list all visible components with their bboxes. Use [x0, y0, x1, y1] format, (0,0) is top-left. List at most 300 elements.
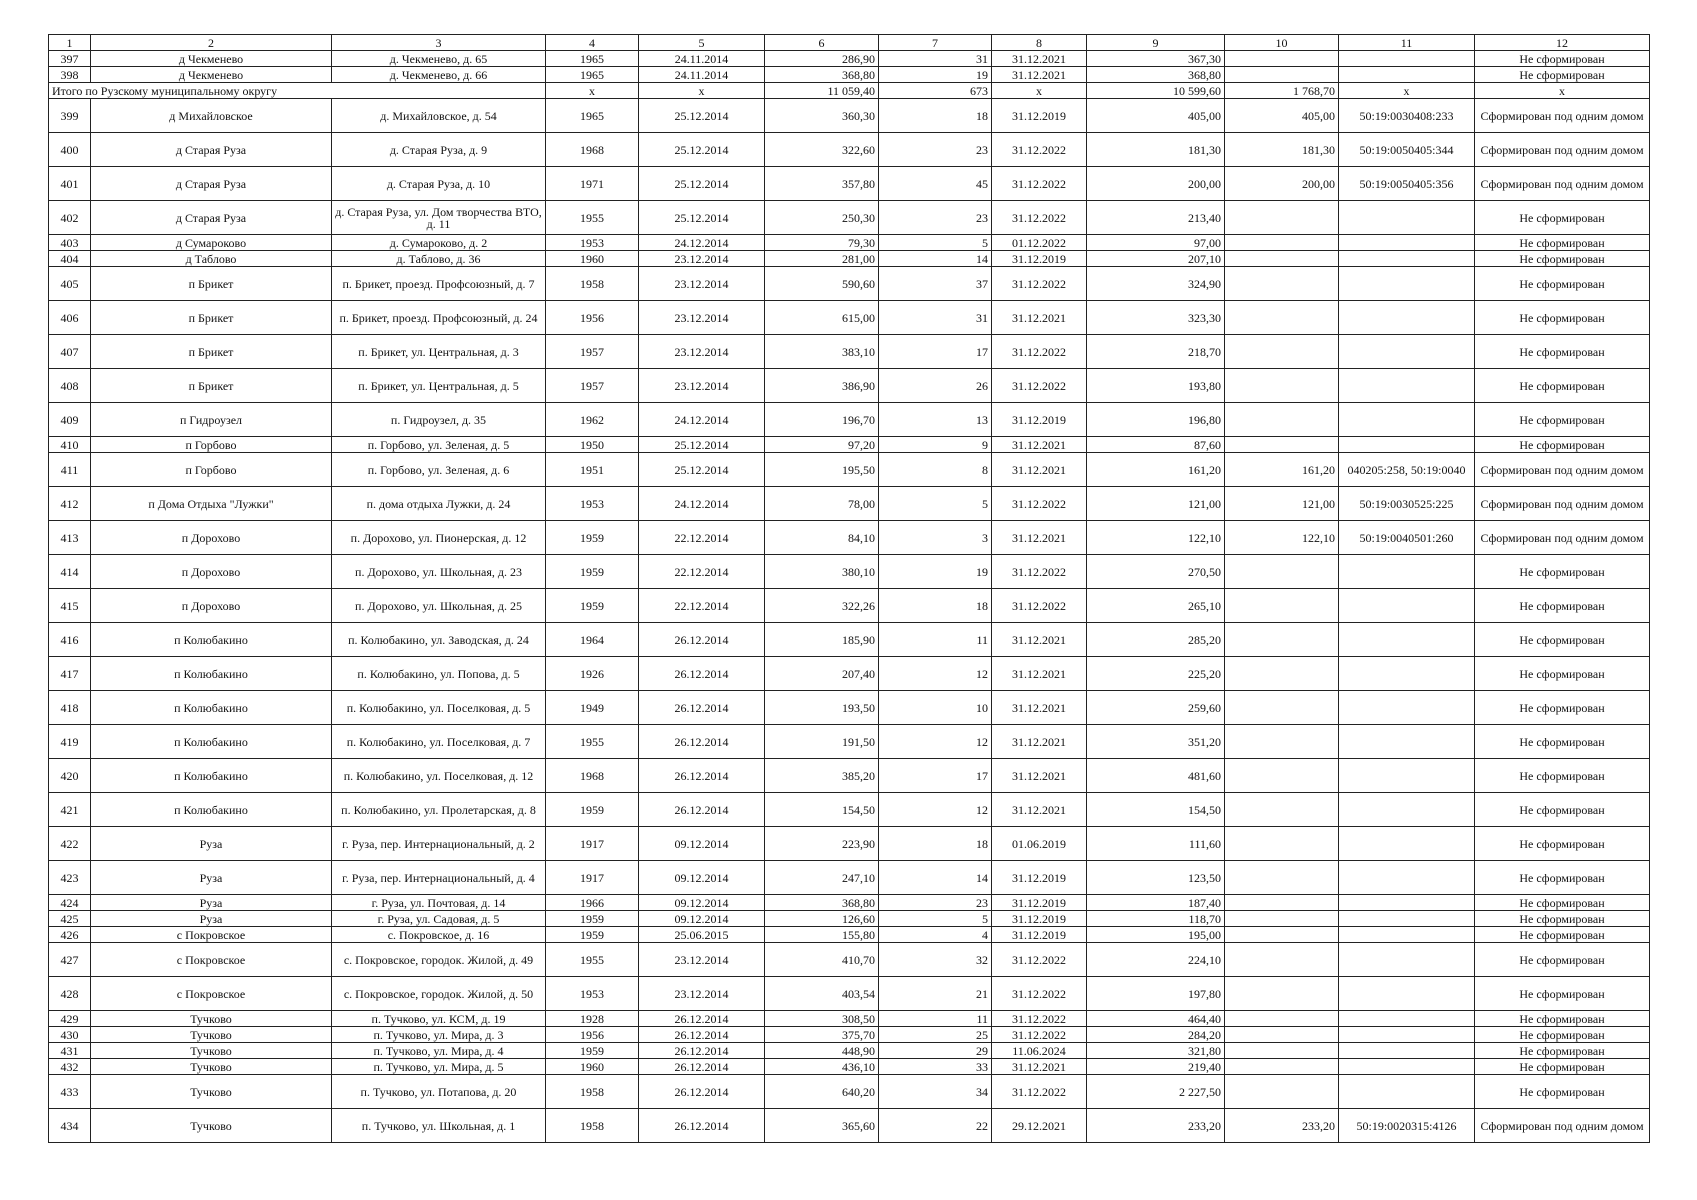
formed-area-cell — [1225, 895, 1339, 911]
status-cell: Сформирован под одним домом — [1475, 453, 1650, 487]
settlement-cell: п Дома Отдыха "Лужки" — [91, 487, 332, 521]
area-cell: 375,70 — [765, 1027, 879, 1043]
date-cell: 26.12.2014 — [639, 691, 765, 725]
residents-cell: 22 — [879, 1109, 992, 1143]
residents-cell: 5 — [879, 235, 992, 251]
status-cell: Не сформирован — [1475, 927, 1650, 943]
table-row — [49, 369, 1650, 403]
year-cell: 1955 — [546, 943, 639, 977]
cadastral-number-cell — [1339, 1011, 1475, 1027]
table-row — [49, 167, 1650, 201]
year-cell: 1949 — [546, 691, 639, 725]
row-number-cell: 416 — [49, 623, 91, 657]
cadastral-number-cell — [1339, 759, 1475, 793]
table-row — [49, 67, 1650, 83]
cadastral-number-cell: 50:19:0030408:233 — [1339, 99, 1475, 133]
settlement-cell: д Таблово — [91, 251, 332, 267]
year-cell: 1957 — [546, 335, 639, 369]
residents-cell: 23 — [879, 895, 992, 911]
address-cell: п. Тучково, ул. Мира, д. 3 — [332, 1027, 546, 1043]
date-cell: 23.12.2014 — [639, 977, 765, 1011]
area-cell: 448,90 — [765, 1043, 879, 1059]
area-cell: 640,20 — [765, 1075, 879, 1109]
row-number-cell: 401 — [49, 167, 91, 201]
formed-area-cell — [1225, 861, 1339, 895]
address-cell: г. Руза, ул. Садовая, д. 5 — [332, 911, 546, 927]
column-header: 3 — [332, 35, 546, 51]
land-area-cell: 97,00 — [1087, 235, 1225, 251]
residents-cell: 18 — [879, 99, 992, 133]
land-area-cell: 225,20 — [1087, 657, 1225, 691]
formed-area-cell — [1225, 1043, 1339, 1059]
deadline-cell: 01.06.2019 — [992, 827, 1087, 861]
settlement-cell: д Старая Руза — [91, 201, 332, 235]
row-number-cell: 409 — [49, 403, 91, 437]
row-number-cell: 422 — [49, 827, 91, 861]
table-row — [49, 861, 1650, 895]
address-cell: д. Старая Руза, ул. Дом творчества ВТО, д. 11 — [332, 201, 546, 235]
table-row — [49, 623, 1650, 657]
land-area-cell: 196,80 — [1087, 403, 1225, 437]
formed-area-cell: 200,00 — [1225, 167, 1339, 201]
settlement-cell: п Дорохово — [91, 555, 332, 589]
land-area-cell: 207,10 — [1087, 251, 1225, 267]
residents-cell: 3 — [879, 521, 992, 555]
cadastral-number-cell — [1339, 1075, 1475, 1109]
residents-cell: 12 — [879, 725, 992, 759]
address-cell: с. Покровское, городок. Жилой, д. 49 — [332, 943, 546, 977]
year-cell: 1956 — [546, 301, 639, 335]
total-c5-cell: х — [639, 83, 765, 99]
date-cell: 26.12.2014 — [639, 623, 765, 657]
formed-area-cell — [1225, 437, 1339, 453]
area-cell: 193,50 — [765, 691, 879, 725]
formed-area-cell — [1225, 403, 1339, 437]
date-cell: 26.12.2014 — [639, 1043, 765, 1059]
settlement-cell: Тучково — [91, 1075, 332, 1109]
date-cell: 26.12.2014 — [639, 1109, 765, 1143]
land-area-cell: 405,00 — [1087, 99, 1225, 133]
settlement-cell: п Колюбакино — [91, 691, 332, 725]
address-cell: д. Чекменево, д. 65 — [332, 51, 546, 67]
address-cell: п. Брикет, ул. Центральная, д. 5 — [332, 369, 546, 403]
total-c8-cell: х — [992, 83, 1087, 99]
table-row — [49, 51, 1650, 67]
table-row — [49, 99, 1650, 133]
row-number-cell: 412 — [49, 487, 91, 521]
date-cell: 25.12.2014 — [639, 201, 765, 235]
row-number-cell: 429 — [49, 1011, 91, 1027]
settlement-cell: п Колюбакино — [91, 759, 332, 793]
cadastral-number-cell — [1339, 927, 1475, 943]
deadline-cell: 31.12.2021 — [992, 1059, 1087, 1075]
status-cell: Сформирован под одним домом — [1475, 487, 1650, 521]
deadline-cell: 31.12.2022 — [992, 943, 1087, 977]
status-cell: Не сформирован — [1475, 1027, 1650, 1043]
formed-area-cell — [1225, 67, 1339, 83]
land-area-cell: 218,70 — [1087, 335, 1225, 369]
deadline-cell: 31.12.2021 — [992, 657, 1087, 691]
area-cell: 385,20 — [765, 759, 879, 793]
year-cell: 1959 — [546, 911, 639, 927]
address-cell: п. Колюбакино, ул. Поселковая, д. 12 — [332, 759, 546, 793]
table-row — [49, 453, 1650, 487]
area-cell: 155,80 — [765, 927, 879, 943]
date-cell: 23.12.2014 — [639, 301, 765, 335]
formed-area-cell: 181,30 — [1225, 133, 1339, 167]
table-row — [49, 827, 1650, 861]
cadastral-number-cell — [1339, 67, 1475, 83]
year-cell: 1965 — [546, 67, 639, 83]
address-cell: п. Тучково, ул. Потапова, д. 20 — [332, 1075, 546, 1109]
settlement-cell: п Колюбакино — [91, 657, 332, 691]
cadastral-number-cell — [1339, 1043, 1475, 1059]
housing-table — [48, 34, 1650, 1143]
cadastral-number-cell — [1339, 335, 1475, 369]
address-cell: п. Колюбакино, ул. Пролетарская, д. 8 — [332, 793, 546, 827]
row-number-cell: 405 — [49, 267, 91, 301]
year-cell: 1966 — [546, 895, 639, 911]
residents-cell: 45 — [879, 167, 992, 201]
date-cell: 26.12.2014 — [639, 793, 765, 827]
status-cell: Не сформирован — [1475, 1011, 1650, 1027]
row-number-cell: 415 — [49, 589, 91, 623]
deadline-cell: 31.12.2022 — [992, 555, 1087, 589]
date-cell: 26.12.2014 — [639, 1011, 765, 1027]
address-cell: п. Дорохово, ул. Школьная, д. 23 — [332, 555, 546, 589]
settlement-cell: Руза — [91, 895, 332, 911]
land-area-cell: 118,70 — [1087, 911, 1225, 927]
area-cell: 207,40 — [765, 657, 879, 691]
column-header: 2 — [91, 35, 332, 51]
table-row — [49, 1011, 1650, 1027]
residents-cell: 12 — [879, 657, 992, 691]
row-number-cell: 423 — [49, 861, 91, 895]
row-number-cell: 424 — [49, 895, 91, 911]
date-cell: 09.12.2014 — [639, 827, 765, 861]
cadastral-number-cell: 50:19:0050405:344 — [1339, 133, 1475, 167]
cadastral-number-cell — [1339, 369, 1475, 403]
column-header: 10 — [1225, 35, 1339, 51]
formed-area-cell — [1225, 201, 1339, 235]
year-cell: 1964 — [546, 623, 639, 657]
settlement-cell: п Брикет — [91, 267, 332, 301]
table-row — [49, 133, 1650, 167]
status-cell: Не сформирован — [1475, 589, 1650, 623]
land-area-cell: 270,50 — [1087, 555, 1225, 589]
address-cell: д. Таблово, д. 36 — [332, 251, 546, 267]
date-cell: 24.11.2014 — [639, 67, 765, 83]
date-cell: 25.12.2014 — [639, 99, 765, 133]
row-number-cell: 403 — [49, 235, 91, 251]
area-cell: 360,30 — [765, 99, 879, 133]
table-row — [49, 725, 1650, 759]
address-cell: г. Руза, ул. Почтовая, д. 14 — [332, 895, 546, 911]
cadastral-number-cell — [1339, 301, 1475, 335]
year-cell: 1960 — [546, 1059, 639, 1075]
formed-area-cell — [1225, 555, 1339, 589]
deadline-cell: 31.12.2022 — [992, 201, 1087, 235]
date-cell: 24.12.2014 — [639, 235, 765, 251]
status-cell: Сформирован под одним домом — [1475, 167, 1650, 201]
address-cell: п. Колюбакино, ул. Попова, д. 5 — [332, 657, 546, 691]
formed-area-cell — [1225, 369, 1339, 403]
land-area-cell: 259,60 — [1087, 691, 1225, 725]
settlement-cell: д Чекменево — [91, 67, 332, 83]
settlement-cell: п Дорохово — [91, 521, 332, 555]
year-cell: 1917 — [546, 861, 639, 895]
address-cell: д. Старая Руза, д. 9 — [332, 133, 546, 167]
settlement-cell: д Чекменево — [91, 51, 332, 67]
formed-area-cell — [1225, 927, 1339, 943]
settlement-cell: п Колюбакино — [91, 623, 332, 657]
residents-cell: 19 — [879, 555, 992, 589]
area-cell: 247,10 — [765, 861, 879, 895]
formed-area-cell — [1225, 589, 1339, 623]
formed-area-cell — [1225, 623, 1339, 657]
row-number-cell: 421 — [49, 793, 91, 827]
deadline-cell: 11.06.2024 — [992, 1043, 1087, 1059]
row-number-cell: 397 — [49, 51, 91, 67]
deadline-cell: 31.12.2019 — [992, 911, 1087, 927]
status-cell: Не сформирован — [1475, 67, 1650, 83]
total-c10-cell: 1 768,70 — [1225, 83, 1339, 99]
date-cell: 23.12.2014 — [639, 251, 765, 267]
land-area-cell: 285,20 — [1087, 623, 1225, 657]
residents-cell: 11 — [879, 623, 992, 657]
area-cell: 223,90 — [765, 827, 879, 861]
address-cell: п. Колюбакино, ул. Поселковая, д. 7 — [332, 725, 546, 759]
status-cell: Не сформирован — [1475, 555, 1650, 589]
table-row — [49, 1109, 1650, 1143]
row-number-cell: 411 — [49, 453, 91, 487]
cadastral-number-cell — [1339, 403, 1475, 437]
year-cell: 1953 — [546, 487, 639, 521]
area-cell: 386,90 — [765, 369, 879, 403]
settlement-cell: п Горбово — [91, 453, 332, 487]
residents-cell: 23 — [879, 133, 992, 167]
residents-cell: 17 — [879, 759, 992, 793]
settlement-cell: Тучково — [91, 1043, 332, 1059]
formed-area-cell — [1225, 267, 1339, 301]
status-cell: Сформирован под одним домом — [1475, 99, 1650, 133]
land-area-cell: 351,20 — [1087, 725, 1225, 759]
area-cell: 195,50 — [765, 453, 879, 487]
total-c7-cell: 673 — [879, 83, 992, 99]
deadline-cell: 31.12.2019 — [992, 927, 1087, 943]
cadastral-number-cell — [1339, 691, 1475, 725]
deadline-cell: 31.12.2022 — [992, 1027, 1087, 1043]
status-cell: Не сформирован — [1475, 977, 1650, 1011]
date-cell: 09.12.2014 — [639, 895, 765, 911]
row-number-cell: 404 — [49, 251, 91, 267]
date-cell: 23.12.2014 — [639, 369, 765, 403]
land-area-cell: 111,60 — [1087, 827, 1225, 861]
table-row — [49, 1075, 1650, 1109]
formed-area-cell — [1225, 943, 1339, 977]
land-area-cell: 367,30 — [1087, 51, 1225, 67]
land-area-cell: 323,30 — [1087, 301, 1225, 335]
settlement-cell: с Покровское — [91, 927, 332, 943]
status-cell: Не сформирован — [1475, 943, 1650, 977]
column-header: 1 — [49, 35, 91, 51]
residents-cell: 34 — [879, 1075, 992, 1109]
formed-area-cell — [1225, 1027, 1339, 1043]
residents-cell: 33 — [879, 1059, 992, 1075]
row-number-cell: 407 — [49, 335, 91, 369]
status-cell: Не сформирован — [1475, 201, 1650, 235]
address-cell: п. Тучково, ул. КСМ, д. 19 — [332, 1011, 546, 1027]
year-cell: 1959 — [546, 555, 639, 589]
cadastral-number-cell — [1339, 1027, 1475, 1043]
area-cell: 615,00 — [765, 301, 879, 335]
table-row — [49, 977, 1650, 1011]
area-cell: 185,90 — [765, 623, 879, 657]
area-cell: 308,50 — [765, 1011, 879, 1027]
row-number-cell: 414 — [49, 555, 91, 589]
deadline-cell: 31.12.2019 — [992, 403, 1087, 437]
table-row — [49, 201, 1650, 235]
row-number-cell: 430 — [49, 1027, 91, 1043]
address-cell: п. Дорохово, ул. Школьная, д. 25 — [332, 589, 546, 623]
deadline-cell: 31.12.2019 — [992, 861, 1087, 895]
residents-cell: 31 — [879, 51, 992, 67]
table-row — [49, 251, 1650, 267]
cadastral-number-cell — [1339, 555, 1475, 589]
land-area-cell: 284,20 — [1087, 1027, 1225, 1043]
formed-area-cell: 405,00 — [1225, 99, 1339, 133]
row-number-cell: 417 — [49, 657, 91, 691]
area-cell: 410,70 — [765, 943, 879, 977]
year-cell: 1953 — [546, 235, 639, 251]
settlement-cell: д Михайловское — [91, 99, 332, 133]
area-cell: 196,70 — [765, 403, 879, 437]
table-row — [49, 437, 1650, 453]
deadline-cell: 31.12.2021 — [992, 691, 1087, 725]
date-cell: 24.12.2014 — [639, 487, 765, 521]
area-cell: 281,00 — [765, 251, 879, 267]
table-row — [49, 895, 1650, 911]
address-cell: п. Брикет, ул. Центральная, д. 3 — [332, 335, 546, 369]
formed-area-cell — [1225, 793, 1339, 827]
settlement-cell: Тучково — [91, 1011, 332, 1027]
deadline-cell: 31.12.2022 — [992, 369, 1087, 403]
address-cell: п. Дорохово, ул. Пионерская, д. 12 — [332, 521, 546, 555]
status-cell: Не сформирован — [1475, 267, 1650, 301]
settlement-cell: Руза — [91, 827, 332, 861]
status-cell: Не сформирован — [1475, 759, 1650, 793]
table-row — [49, 301, 1650, 335]
table-row — [49, 1043, 1650, 1059]
settlement-cell: п Колюбакино — [91, 793, 332, 827]
row-number-cell: 427 — [49, 943, 91, 977]
settlement-cell: д Старая Руза — [91, 167, 332, 201]
residents-cell: 18 — [879, 589, 992, 623]
residents-cell: 21 — [879, 977, 992, 1011]
deadline-cell: 31.12.2022 — [992, 487, 1087, 521]
settlement-cell: Тучково — [91, 1059, 332, 1075]
table-row — [49, 1059, 1650, 1075]
cadastral-number-cell — [1339, 895, 1475, 911]
status-cell: Сформирован под одним домом — [1475, 133, 1650, 167]
year-cell: 1965 — [546, 51, 639, 67]
deadline-cell: 31.12.2022 — [992, 589, 1087, 623]
total-row — [49, 83, 1650, 99]
column-header: 12 — [1475, 35, 1650, 51]
table-body — [49, 35, 1650, 1143]
year-cell: 1959 — [546, 927, 639, 943]
deadline-cell: 31.12.2021 — [992, 725, 1087, 759]
table-row — [49, 1027, 1650, 1043]
land-area-cell: 197,80 — [1087, 977, 1225, 1011]
date-cell: 26.12.2014 — [639, 725, 765, 759]
area-cell: 368,80 — [765, 895, 879, 911]
row-number-cell: 433 — [49, 1075, 91, 1109]
row-number-cell: 399 — [49, 99, 91, 133]
cadastral-number-cell — [1339, 861, 1475, 895]
settlement-cell: Тучково — [91, 1027, 332, 1043]
land-area-cell: 233,20 — [1087, 1109, 1225, 1143]
status-cell: Не сформирован — [1475, 1075, 1650, 1109]
date-cell: 23.12.2014 — [639, 943, 765, 977]
residents-cell: 31 — [879, 301, 992, 335]
cadastral-number-cell — [1339, 437, 1475, 453]
year-cell: 1957 — [546, 369, 639, 403]
year-cell: 1953 — [546, 977, 639, 1011]
cadastral-number-cell: 50:19:0040501:260 — [1339, 521, 1475, 555]
deadline-cell: 31.12.2021 — [992, 521, 1087, 555]
year-cell: 1960 — [546, 251, 639, 267]
year-cell: 1926 — [546, 657, 639, 691]
address-cell: г. Руза, пер. Интернациональный, д. 4 — [332, 861, 546, 895]
date-cell: 09.12.2014 — [639, 911, 765, 927]
year-cell: 1958 — [546, 1109, 639, 1143]
cadastral-number-cell — [1339, 267, 1475, 301]
address-cell: п. Колюбакино, ул. Поселковая, д. 5 — [332, 691, 546, 725]
table-row — [49, 759, 1650, 793]
residents-cell: 14 — [879, 251, 992, 267]
land-area-cell: 2 227,50 — [1087, 1075, 1225, 1109]
column-header: 9 — [1087, 35, 1225, 51]
settlement-cell: п Брикет — [91, 335, 332, 369]
formed-area-cell — [1225, 1075, 1339, 1109]
address-cell: п. Брикет, проезд. Профсоюзный, д. 7 — [332, 267, 546, 301]
address-cell: п. Гидроузел, д. 35 — [332, 403, 546, 437]
formed-area-cell — [1225, 301, 1339, 335]
status-cell: Не сформирован — [1475, 1059, 1650, 1075]
cadastral-number-cell — [1339, 623, 1475, 657]
year-cell: 1959 — [546, 521, 639, 555]
status-cell: Не сформирован — [1475, 301, 1650, 335]
row-number-cell: 413 — [49, 521, 91, 555]
residents-cell: 12 — [879, 793, 992, 827]
row-number-cell: 398 — [49, 67, 91, 83]
date-cell: 26.12.2014 — [639, 1075, 765, 1109]
year-cell: 1958 — [546, 267, 639, 301]
address-cell: д. Михайловское, д. 54 — [332, 99, 546, 133]
status-cell: Не сформирован — [1475, 911, 1650, 927]
date-cell: 25.12.2014 — [639, 133, 765, 167]
address-cell: п. Брикет, проезд. Профсоюзный, д. 24 — [332, 301, 546, 335]
year-cell: 1959 — [546, 589, 639, 623]
row-number-cell: 420 — [49, 759, 91, 793]
formed-area-cell: 161,20 — [1225, 453, 1339, 487]
cadastral-number-cell: 50:19:0030525:225 — [1339, 487, 1475, 521]
area-cell: 357,80 — [765, 167, 879, 201]
deadline-cell: 31.12.2021 — [992, 301, 1087, 335]
address-cell: п. Тучково, ул. Школьная, д. 1 — [332, 1109, 546, 1143]
residents-cell: 25 — [879, 1027, 992, 1043]
